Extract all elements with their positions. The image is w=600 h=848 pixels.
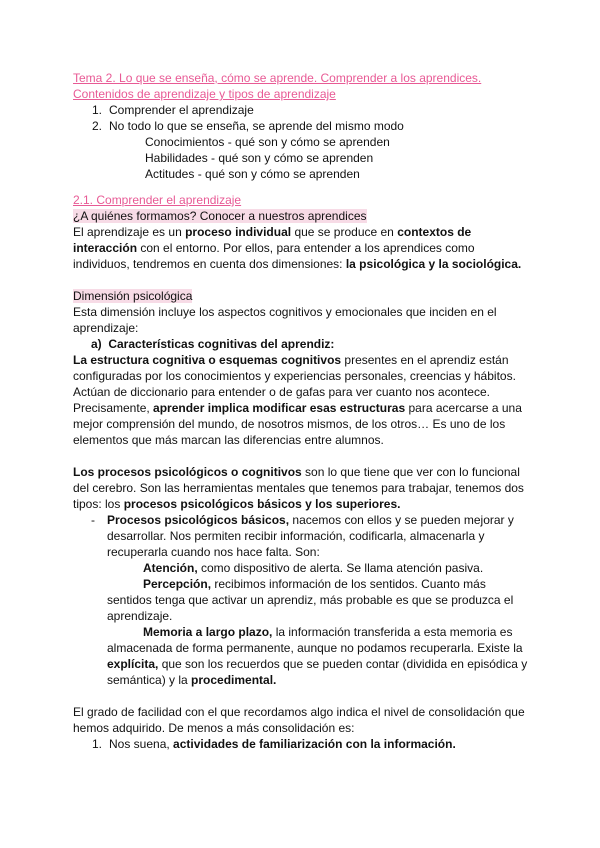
consolidation-item [73, 736, 533, 752]
list-number: 1. [91, 103, 102, 117]
paragraph-aprendizaje [73, 224, 533, 272]
bold-text: proceso individual [185, 225, 292, 239]
toc-item [73, 118, 533, 134]
table-of-contents [73, 102, 533, 182]
bold-text: Percepción, [143, 577, 212, 591]
bold-text: Los procesos psicológicos o cognitivos [73, 465, 302, 479]
subheading [73, 208, 533, 224]
bold-text: la psicológica y la sociológica. [345, 257, 522, 271]
list-number: 2. [91, 119, 102, 133]
memoria-item [107, 624, 533, 688]
text: presentes en el aprendiz están configuradas por los conocimientos y experiencias personales, creencias y hábitos. Actúan de diccionario para entender o de gafas para ver cuanto nos acontece. Precisamente, [73, 353, 516, 415]
percepcion-item [107, 576, 533, 624]
toc-subitem: Conocimientos - qué son y cómo se aprenden [145, 135, 390, 149]
toc-item [73, 102, 533, 118]
toc-item-text: Comprender el aprendizaje [109, 103, 254, 117]
subsection-a [73, 336, 533, 352]
title-line-2[interactable]: Contenidos de aprendizaje y tipos de aprendizaje [73, 87, 336, 101]
text: son lo que tiene que ver con lo funcional del cerebro. Son las herramientas mentales que tenemos para trabajar, tenemos dos tipos: los [73, 465, 524, 511]
bold-text: explícita, [107, 657, 159, 671]
text: que se produce en [291, 225, 398, 239]
dimension-heading [73, 288, 533, 304]
text: con el entorno. Por ellos, para entender a los aprendices como individuos, tendremos en cuenta dos dimensiones: [73, 241, 475, 271]
document-title [73, 70, 533, 102]
text: para acercarse a una mejor comprensión del mundo, de nosotros mismos, de los otros… Es uno de los elementos que más marcan las diferencias entre alumnos. [73, 401, 522, 447]
bold-text: Memoria a largo plazo, [143, 625, 273, 639]
bold-text: aprender implica modificar esas estructuras [153, 401, 406, 415]
bold-text: Procesos psicológicos básicos, [107, 513, 290, 527]
consolidation-item-text [109, 736, 456, 752]
bold-text: procesos psicológicos básicos y los superiores. [123, 497, 401, 511]
bold-text: La estructura cognitiva o esquemas cognitivos [73, 353, 342, 367]
list-number: 1. [91, 737, 102, 751]
title-line-1[interactable]: Tema 2. Lo que se enseña, cómo se aprende. Comprender a los aprendices. [73, 71, 482, 85]
bullet-basicos [107, 512, 533, 560]
paragraph-consolidacion: El grado de facilidad con el que recordamos algo indica el nivel de consolidación que hemos adquirido. De menos a más consolidación es: [73, 705, 525, 735]
text: Nos suena, [109, 737, 174, 751]
toc-subitem: Habilidades - qué son y cómo se aprenden [145, 151, 374, 165]
paragraph-procesos [73, 464, 533, 512]
dimension-intro: Esta dimensión incluye los aspectos cognitivos y emocionales que inciden en el aprendizaje: [73, 305, 497, 335]
text: nacemos con ellos y se pueden mejorar y desarrollar. Nos permiten recibir información, codificarla, almacenarla y recuperarla cuando nos hace falta. Son: [107, 513, 514, 559]
text: la información transferida a esta memoria es almacenada de forma permanente, aunque no podamos recuperarla. Existe la [107, 625, 523, 655]
bold-text: Características cognitivas del aprendiz: [108, 337, 335, 351]
highlighted-subheading: ¿A quiénes formamos? Conocer a nuestros aprendices [73, 209, 367, 223]
atencion-item [107, 560, 533, 576]
bullet-dash: - [91, 513, 95, 527]
bullet-item [73, 512, 533, 688]
toc-subitem: Actitudes - qué son y cómo se aprenden [145, 167, 360, 181]
section-2-1-link[interactable]: 2.1. Comprender el aprendizaje [73, 193, 242, 207]
text: que son los recuerdos que se pueden contar (dividida en episódica y semántica) y la [107, 657, 528, 687]
paragraph-estructura [73, 352, 533, 448]
list-label: a) [91, 337, 102, 351]
toc-item-text: No todo lo que se enseña, se aprende del mismo modo [109, 119, 404, 133]
highlighted-heading: Dimensión psicológica [73, 289, 193, 303]
text: como dispositivo de alerta. Se llama atención pasiva. [197, 561, 484, 575]
bold-text: actividades de familiarización con la información. [173, 737, 456, 751]
bold-text: procedimental. [191, 673, 277, 687]
text: recibimos información de los sentidos. Cuanto más sentidos tenga que activar un aprendiz, más probable es que se produzca el aprendizaje. [107, 577, 514, 623]
section-heading [73, 192, 533, 208]
text: El aprendizaje es un [73, 225, 186, 239]
bold-text: Atención, [143, 561, 198, 575]
bold-text: contextos de interacción [73, 225, 472, 255]
document-page [73, 70, 533, 752]
